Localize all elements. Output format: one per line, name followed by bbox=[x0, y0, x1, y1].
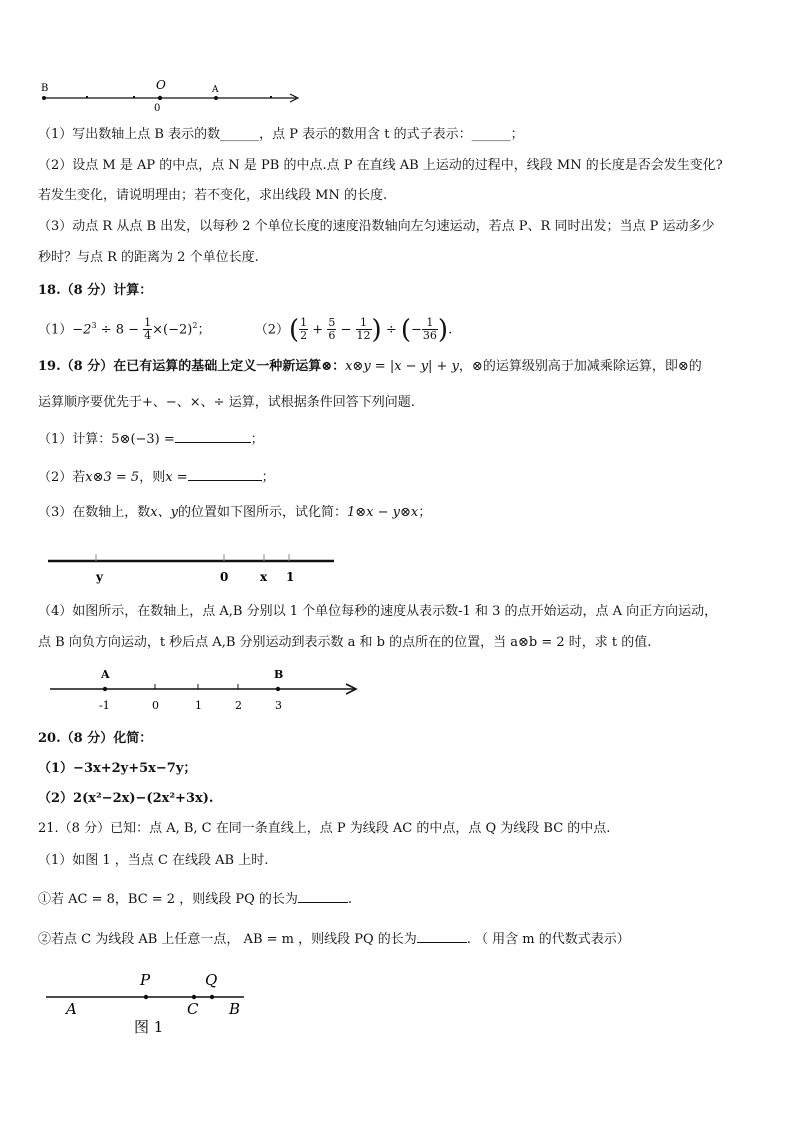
q19-intro-a: 19.（8 分）在已有运算的基础上定义一种新运算⊗： bbox=[38, 359, 346, 374]
label-p: P bbox=[140, 971, 151, 989]
figure-caption: 图 1 bbox=[134, 1018, 164, 1036]
q18-div: ÷ bbox=[385, 322, 397, 338]
q18-end: . bbox=[448, 322, 453, 338]
q18-title: 18.（8 分）计算： bbox=[38, 283, 153, 298]
answer-blank[interactable] bbox=[188, 468, 262, 481]
point-b bbox=[42, 96, 46, 100]
label-q: Q bbox=[205, 971, 218, 989]
q21-part1a-text: ①若 AC = 8，BC = 2 ，则线段 PQ 的长为 bbox=[38, 892, 298, 907]
tick-label: 3 bbox=[275, 699, 282, 712]
q19-part4-line2: 点 B 向负方向运动，t 秒后点 A,B 分别运动到表示数 a 和 b 的点所在的位置，当 a⊗b = 2 时，求 t 的值. bbox=[38, 635, 652, 650]
q18-exp3: 3 bbox=[91, 321, 97, 330]
tick-label: -1 bbox=[99, 699, 110, 712]
q19-part3-end: ； bbox=[418, 505, 432, 520]
answer-blank[interactable] bbox=[298, 890, 348, 903]
q17-part1: （1）写出数轴上点 B 表示的数______，点 P 表示的数用含 t 的式子表示：______； bbox=[38, 127, 524, 142]
point-c bbox=[192, 995, 196, 999]
number-line-figure-2 bbox=[44, 546, 344, 586]
q19-part2-text: （2）若 bbox=[38, 470, 86, 485]
point-q bbox=[210, 995, 214, 999]
number-line-figure-3 bbox=[46, 664, 366, 716]
q18-expr-b: ÷ 8 − bbox=[96, 322, 144, 338]
q19-part3-text: （3）在数轴上，数 bbox=[38, 505, 151, 520]
q17-part2-line1: （2）设点 M 是 AP 的中点，点 N 是 PB 的中点.点 P 在直线 AB 上运动的过程中，线段 MN 的长度是否会发生变化? bbox=[38, 158, 723, 173]
point-o bbox=[158, 96, 162, 100]
q17-part3-line1: （3）动点 R 从点 B 出发，以每秒 2 个单位长度的速度沿数轴向左匀速运动，若点 P、R 同时出发；当点 P 运动多少 bbox=[38, 219, 715, 234]
label-b: B bbox=[274, 668, 284, 681]
q18-expr-c: ×(−2) bbox=[152, 322, 193, 338]
q18-part2-prefix: （2） bbox=[254, 322, 290, 338]
tick-label: 2 bbox=[235, 699, 242, 712]
q20-title: 20.（8 分）化简： bbox=[38, 731, 153, 746]
number-line-figure-1 bbox=[38, 78, 308, 114]
label-zero: 0 bbox=[154, 103, 161, 114]
tick-label: 1 bbox=[195, 699, 202, 712]
q19-def: x⊗y = |x − y| + y bbox=[345, 359, 459, 374]
q19-part2-x: x = bbox=[165, 470, 188, 485]
q17-part2-line2: 若发生变化，请说明理由；若不变化，求出线段 MN 的长度. bbox=[38, 188, 388, 203]
q20-part2: （2）2(x²−2x)−(2x²+3x). bbox=[38, 791, 214, 806]
q18-frac-1: $\frac{1}{2}$ bbox=[300, 316, 308, 343]
label-a: A bbox=[66, 1000, 77, 1018]
answer-blank[interactable] bbox=[417, 930, 467, 943]
q21-part1b-text: ②若点 C 为线段 AB 上任意一点， AB = m ，则线段 PQ 的长为 bbox=[38, 932, 417, 947]
q19-part2 bbox=[38, 468, 275, 487]
q19-part2-mid: ，则 bbox=[139, 470, 166, 485]
q19-part2-expr: x⊗3 = 5 bbox=[85, 470, 140, 485]
answer-blank[interactable] bbox=[175, 430, 251, 443]
point-p bbox=[144, 995, 148, 999]
q21-title: 21.（8 分）已知：点 A, B, C 在同一条直线上，点 P 为线段 AC 的中点，点 Q 为线段 BC 的中点. bbox=[38, 821, 611, 836]
q18-exp2: 2 bbox=[192, 321, 198, 330]
q21-part1b bbox=[38, 930, 630, 949]
label-one: 1 bbox=[286, 570, 295, 584]
label-b: B bbox=[229, 1000, 241, 1018]
q19-part1-end: ； bbox=[250, 432, 264, 447]
q19-part3 bbox=[38, 504, 431, 522]
q18-part1-end: ； bbox=[197, 322, 211, 338]
q18-frac-quarter: $\frac{1}{4}$ bbox=[144, 316, 152, 343]
q19-intro-b: ，⊗的运算级别高于加减乘除运算，即⊗的 bbox=[458, 359, 702, 374]
label-a: A bbox=[101, 668, 110, 681]
point-a bbox=[103, 687, 107, 691]
q20-part1: （1）−3x+2y+5x−7y； bbox=[38, 761, 197, 776]
q18-frac-3: $\frac{1}{12}$ bbox=[356, 316, 371, 343]
label-c: C bbox=[187, 1000, 199, 1018]
q18-parts: $(1)-2^3 \div 8$ − $\frac{1}{4}$ $\times(-2)^2$； （2）( $\frac{1}{2}$ + $\frac{5}{6}$ − $\frac{1}{12}$ ) ÷ (− $\frac{1}{36}$ ). bbox=[38, 314, 453, 345]
q19-part3-mid: 的位置如下图所示，试化简： bbox=[177, 505, 347, 520]
q19-part3-xy: x、y bbox=[150, 505, 178, 520]
q19-intro-line2: 运算顺序要优先于+、−、×、÷ 运算，试根据条件回答下列问题. bbox=[38, 395, 415, 410]
q18-expr-a: −2 bbox=[72, 322, 92, 338]
q17-part3-line2: 秒时？与点 R 的距离为 2 个单位长度. bbox=[38, 250, 259, 265]
q19-part3-expr: 1⊗x − y⊗x bbox=[346, 505, 419, 520]
q18-frac-4: $\frac{1}{36}$ bbox=[422, 316, 437, 343]
tick-label: 0 bbox=[152, 699, 159, 712]
q18-part1-prefix: （1） bbox=[38, 322, 73, 338]
point-b bbox=[276, 687, 280, 691]
label-x: x bbox=[260, 570, 268, 584]
label-zero: 0 bbox=[220, 570, 229, 584]
q19-part1-expr: 5⊗(−3) = bbox=[111, 432, 175, 447]
q21-part1a-end: . bbox=[347, 892, 353, 907]
point-a bbox=[214, 96, 218, 100]
q19-intro-line1 bbox=[38, 358, 702, 376]
q18-frac-2: $\frac{5}{6}$ bbox=[328, 316, 336, 343]
label-y: y bbox=[96, 570, 103, 584]
q21-part1b-end: . （ 用含 m 的代数式表示） bbox=[466, 932, 630, 947]
q19-part1-text: （1）计算： bbox=[38, 432, 112, 447]
q19-part2-end: ； bbox=[261, 470, 275, 485]
q19-part1 bbox=[38, 430, 264, 449]
label-b: B bbox=[41, 83, 49, 94]
q21-part1a bbox=[38, 890, 352, 909]
segment-figure-1 bbox=[44, 966, 264, 1038]
label-origin: O bbox=[156, 78, 166, 92]
q21-part1: （1）如图 1 ，当点 C 在线段 AB 上时. bbox=[38, 853, 269, 868]
label-a: A bbox=[212, 85, 219, 95]
q19-part4-line1: （4）如图所示，在数轴上，点 A,B 分别以 1 个单位每秒的速度从表示数-1 和 3 的点开始运动，点 A 向正方向运动， bbox=[38, 604, 718, 619]
